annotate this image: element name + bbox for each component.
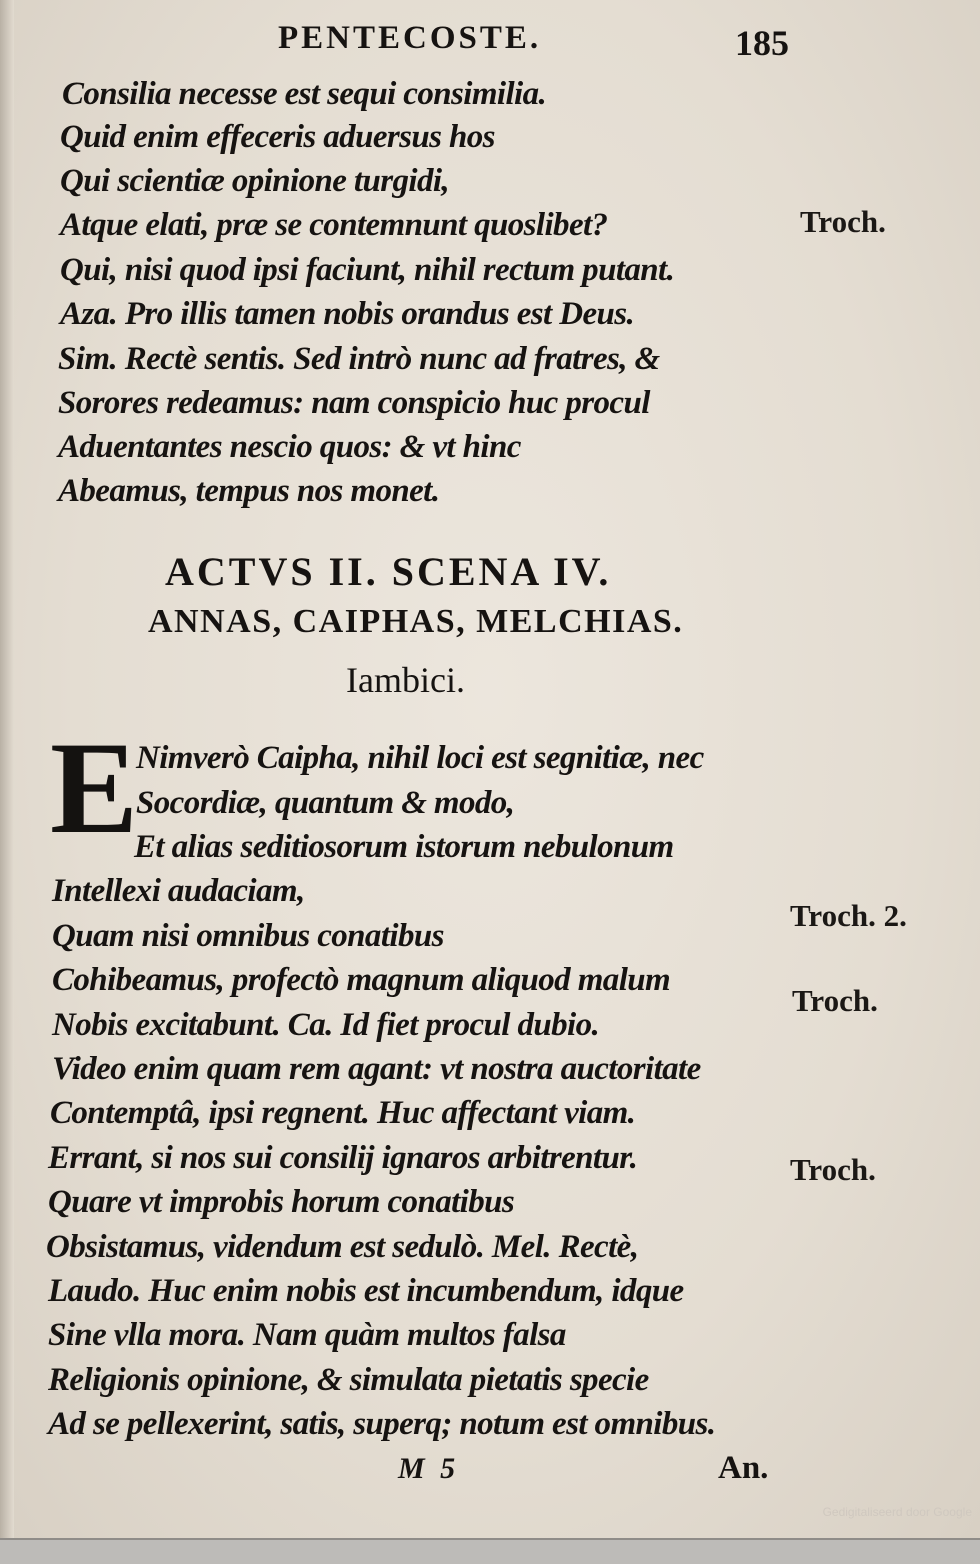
verse-line: Sim. Rectè sentis. Sed intrò nunc ad fratres, & [58, 341, 660, 377]
scene-meter: Iambici. [346, 660, 465, 700]
margin-note-troch: Troch. [792, 983, 878, 1018]
verse-line: Qui scientiæ opinione turgidi, [60, 163, 450, 199]
viewer-bottom-bar [0, 1538, 980, 1564]
verse-line: Sorores redeamus: nam conspicio huc procul [58, 385, 650, 421]
verse-line: Abeamus, tempus nos monet. [58, 473, 440, 509]
verse-line: Qui, nisi quod ipsi faciunt, nihil rectum putant. [60, 252, 675, 288]
scene-title: ACTVS II. SCENA IV. [165, 549, 612, 594]
verse-line: Consilia necesse est sequi consimilia. [62, 76, 547, 112]
running-title: PENTECOSTE. [278, 20, 542, 56]
verse-line: Quam nisi omnibus conatibus [52, 918, 444, 954]
signature-mark: M 5 [398, 1452, 460, 1485]
verse-line: Nobis excitabunt. Ca. Id fiet procul dubio. [52, 1007, 600, 1043]
page-number: 185 [735, 23, 789, 63]
verse-line: Nimverò Caipha, nihil loci est segnitiæ, nec [136, 740, 704, 776]
verse-line: Video enim quam rem agant: vt nostra auctoritate [52, 1051, 701, 1087]
page-gutter-shadow [0, 0, 14, 1538]
scene-characters: ANNAS, CAIPHAS, MELCHIAS. [148, 603, 684, 640]
verse-line: Laudo. Huc enim nobis est incumbendum, idque [48, 1273, 684, 1309]
verse-line: Atque elati, præ se contemnunt quoslibet? [60, 207, 608, 243]
verse-line: Intellexi audaciam, [52, 873, 305, 909]
verse-line: Quid enim effeceris aduersus hos [60, 119, 495, 155]
verse-line: Contemptâ, ipsi regnent. Huc affectant viam. [50, 1095, 636, 1131]
margin-note-troch-2: Troch. 2. [790, 898, 907, 933]
verse-line: Ad se pellexerint, satis, superq; notum est omnibus. [48, 1406, 716, 1442]
verse-line: Errant, si nos sui consilij ignaros arbitrentur. [48, 1140, 638, 1176]
verse-line: Quare vt improbis horum conatibus [48, 1184, 515, 1220]
margin-note-troch: Troch. [790, 1152, 876, 1187]
verse-line: Religionis opinione, & simulata pietatis specie [48, 1362, 649, 1398]
verse-line: Et alias seditiosorum istorum nebulonum [134, 829, 674, 865]
verse-line: Aza. Pro illis tamen nobis orandus est Deus. [60, 296, 635, 332]
catchword: An. [718, 1450, 769, 1486]
margin-note-troch: Troch. [800, 204, 886, 239]
verse-line: Obsistamus, videndum est sedulò. Mel. Rectè, [46, 1229, 639, 1265]
digitization-watermark: Gedigitaliseerd door Google [822, 1505, 972, 1519]
drop-cap-initial: E [50, 714, 139, 861]
verse-line: Cohibeamus, profectò magnum aliquod malum [52, 962, 671, 998]
verse-line: Socordiæ, quantum & modo, [136, 785, 515, 821]
verse-line: Aduentantes nescio quos: & vt hinc [58, 429, 521, 465]
verse-line: Sine vlla mora. Nam quàm multos falsa [48, 1317, 566, 1353]
